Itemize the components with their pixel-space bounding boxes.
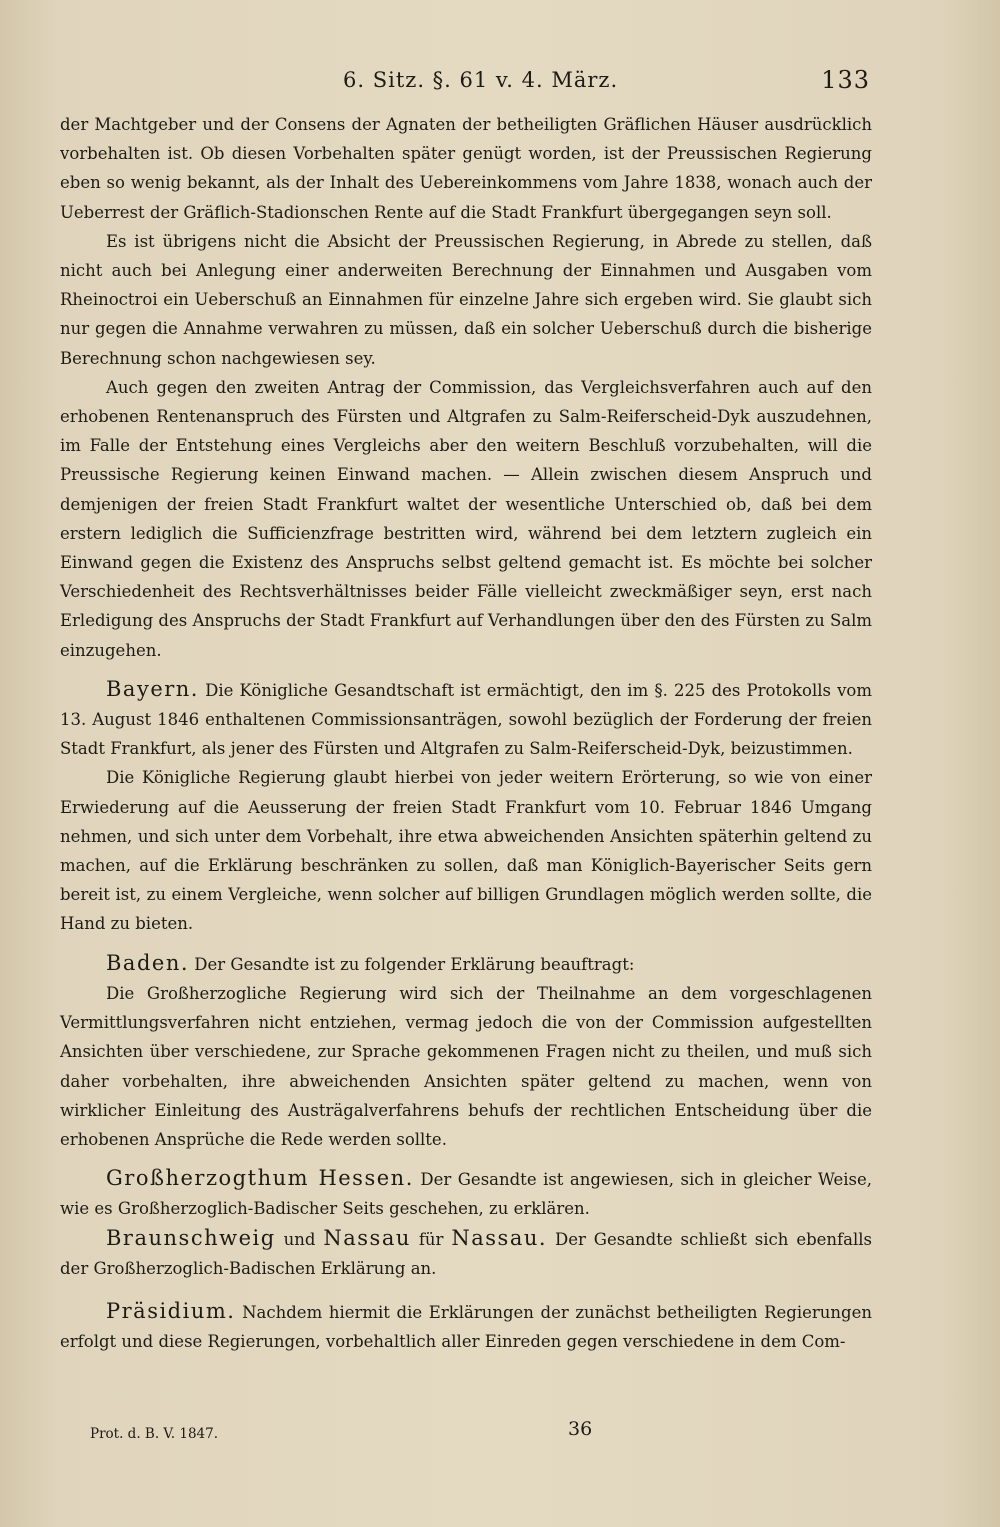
sheet-number: 36 — [568, 1418, 593, 1440]
paragraph: Es ist übrigens nicht die Absicht der Preussischen Regierung, in Abrede zu stellen, daß nicht auch bei Anlegung einer anderweiten Berechnung der Einnahmen und Ausgaben vom Rheinoctroi ein Ueberschuß an Einnahmen für einzelne Jahre sich ergeben wird. Sie glaubt sich nur gegen die Annahme verwahren zu müssen, daß ein solcher Ueberschuß durch die bisherige Berechnung schon nachgewiesen sey. — [60, 231, 872, 368]
bayern-statement — [60, 675, 872, 764]
fuer-text: für — [418, 1229, 444, 1249]
und-text: und — [283, 1229, 316, 1249]
running-title: 6. Sitz. §. 61 v. 4. März. — [343, 68, 619, 92]
speaker-praesidium: Präsidium. — [106, 1298, 236, 1323]
paragraph: Die Königliche Regierung glaubt hierbei von jeder weitern Erörterung, so wie von einer Erwiederung auf die Aeusserung der freien Stadt Frankfurt vom 10. Februar 1846 Umgang nehmen, und sich unter dem Vorbehalt, ihre etwa abweichenden Ansichten späterhin geltend zu machen, auf die Erklärung beschränken zu sollen, daß man Königlich-Bayerischer Seits gern bereit ist, zu einem Vergleiche, wenn solcher auf billigen Grundlagen möglich werden sollte, die Hand zu bieten. — [60, 768, 872, 934]
hessen-text: Der Gesandte ist angewiesen, sich in gleicher Weise, wie es Großherzoglich-Badischer Seits geschehen, zu erklären. — [60, 1170, 872, 1219]
page-header — [60, 66, 870, 100]
speaker-bayern: Bayern. — [106, 676, 199, 701]
speaker-braunschweig: Braunschweig — [106, 1225, 276, 1250]
speaker-nassau-2: Nassau. — [451, 1225, 548, 1250]
page-footer — [90, 1418, 690, 1448]
praesidium-statement — [60, 1297, 872, 1356]
hessen-statement — [60, 1164, 872, 1223]
braunschweig-text: Der Gesandte schließt sich ebenfalls der Großherzoglich-Badischen Erklärung an. — [60, 1229, 873, 1278]
speaker-nassau: Nassau — [323, 1225, 411, 1250]
paragraph: Auch gegen den zweiten Antrag der Commission, das Vergleichsverfahren auch auf den erhobenen Rentenanspruch des Fürsten und Altgrafen zu Salm-Reiferscheid-Dyk auszudehnen, im Falle der Entstehung eines Vergleichs aber den weitern Beschluß vorzubehalten, will die Preussische Regierung keinen Einwand machen. — Allein zwischen diesem Anspruch und demjenigen der freien Stadt Frankfurt waltet der wesentliche Unterschied ob, daß bei dem erstern lediglich die Sufficienzfrage bestritten wird, während bei dem letztern zugleich ein Einwand gegen die Existenz des Anspruchs selbst geltend gemacht ist. Es möchte bei solcher Verschiedenheit des Rechtsverhältnisses beider Fälle vielleicht zweckmäßiger seyn, erst nach Erledigung des Anspruchs der Stadt Frankfurt auf Verhandlungen über den des Fürsten zu Salm einzugehen. — [60, 377, 873, 660]
baden-statement — [60, 949, 872, 979]
paragraph: Die Großherzogliche Regierung wird sich der Theilnahme an dem vorgeschlagenen Vermittlungsverfahren nicht entziehen, vermag jedoch die von der Commission aufgestellten Ansichten über verschiedene, zur Sprache gekommenen Fragen nicht zu theilen, und muß sich daher vorbehalten, ihre abweichenden Ansichten später geltend zu machen, wenn von wirklicher Einleitung des Austrägalverfahrens behufs der rechtlichen Entscheidung über die erhobenen Ansprüche die Rede werden sollte. — [60, 983, 872, 1149]
page-number: 133 — [821, 66, 870, 94]
speaker-hessen: Großherzogthum Hessen. — [106, 1166, 414, 1191]
paragraph-continuation: der Machtgeber und der Consens der Agnaten der betheiligten Gräflichen Häuser ausdrücklich vorbehalten ist. Ob diesen Vorbehalten später genügt worden, ist der Preussischen Regierung eben so wenig bekannt, als der Inhalt des Uebereinkommens vom Jahre 1838, wonach auch der Ueberrest der Gräflich-Stadionschen Rente auf die Stadt Frankfurt übergegangen seyn soll. — [60, 115, 872, 222]
body-text — [60, 110, 872, 1356]
baden-text: Der Gesandte ist zu folgender Erklärung beauftragt: — [194, 954, 635, 974]
signature-mark: Prot. d. B. V. 1847. — [90, 1426, 219, 1442]
braunschweig-statement — [60, 1224, 872, 1283]
bayern-text: Die Königliche Gesandtschaft ist ermächtigt, den im §. 225 des Protokolls vom 13. August 1846 enthaltenen Commissionsanträgen, sowohl bezüglich der Forderung der freien Stadt Frankfurt, als jener des Fürsten und Altgrafen zu Salm-Reiferscheid-Dyk, beizustimmen. — [60, 680, 873, 759]
praesidium-text: Nachdem hiermit die Erklärungen der zunächst betheiligten Regierungen erfolgt und diese Regierungen, vorbehaltlich aller Einreden gegen verschiedene in dem Com- — [60, 1302, 873, 1352]
speaker-baden: Baden. — [106, 950, 190, 975]
